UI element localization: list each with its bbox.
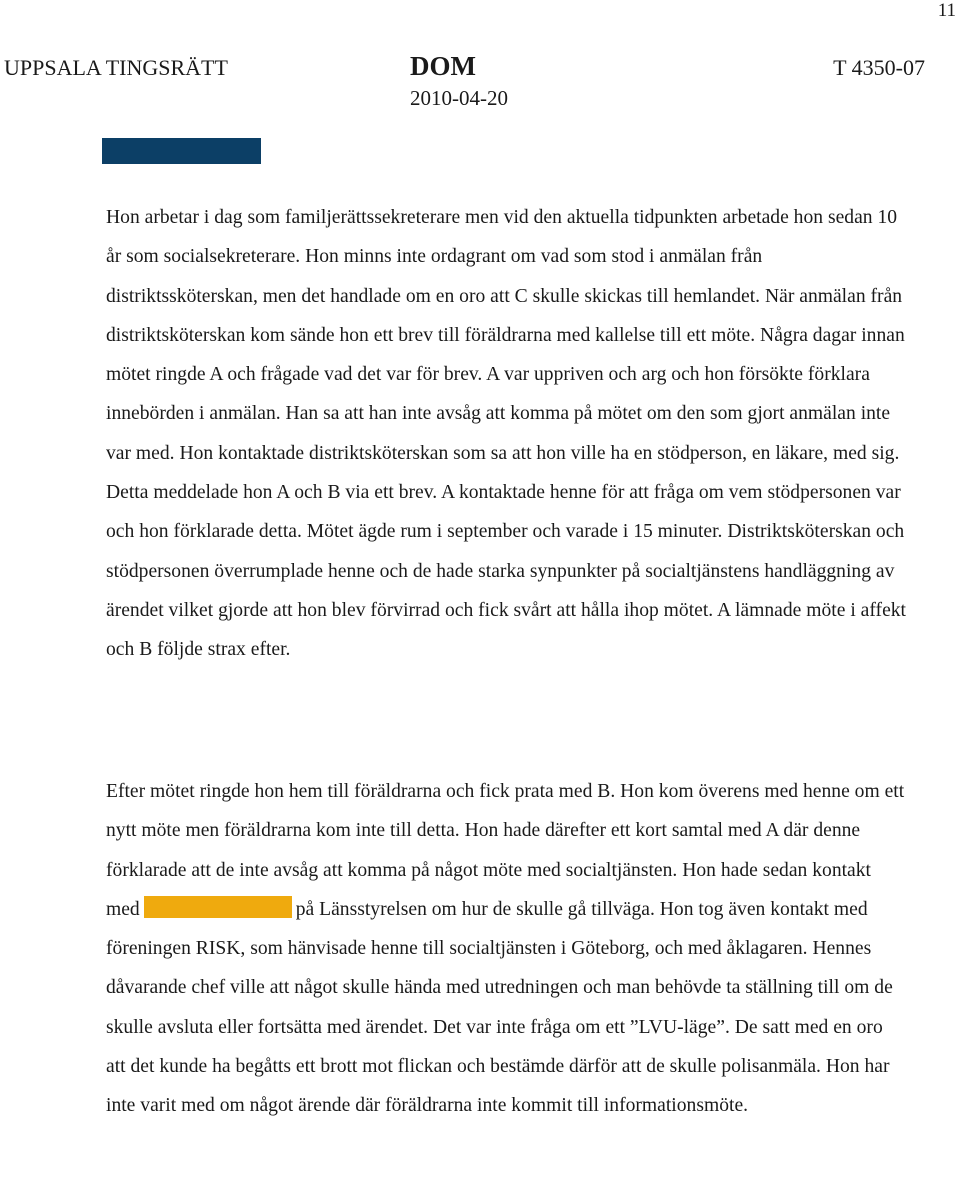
redaction-block xyxy=(102,138,261,164)
redacted-name xyxy=(144,896,292,918)
paragraph-2-text-after: på Länsstyrelsen om hur de skulle gå tillväga. Hon tog även kontakt med föreningen RISK, som hänvisade henne till socialtjänsten i Göteborg, och med åklagaren. Hennes dåvarande chef ville att något skulle hända med utredningen och man behövde ta ställning till om de skulle avsluta eller fortsätta med ärendet. Det var inte fråga om ett ”LVU-läge”. De satt med en oro att det kunde ha begåtts ett brott mot flickan och bestämde därför att de skulle polisanmäla. Hon har inte varit med om något ärende där föräldrarna inte kommit till informationsmöte. xyxy=(106,898,893,1117)
paragraph-1-text: Hon arbetar i dag som familjerättssekreterare men vid den aktuella tidpunkten arbetade hon sedan 10 år som socialsekreterare. Hon minns inte ordagrant om vad som stod i anmälan från distriktssköterskan, men det handlade om en oro att C skulle skickas till hemlandet. När anmälan från distriktsköterskan kom sände hon ett brev till föräldrarna med kallelse till ett möte. Några dagar innan mötet ringde A och frågade vad det var för brev. A var uppriven och arg och hon försökte förklara innebörden i anmälan. Han sa att han inte avsåg att komma på mötet om den som gjort anmälan inte var med. Hon kontaktade distriktsköterskan som sa att hon ville ha en stödperson, en läkare, med sig. Detta meddelade hon A och B via ett brev. A kontaktade henne för att fråga om vem stödpersonen var och hon förklarade detta. Mötet ägde rum i september och varade i 15 minuter. Distriktsköterskan och stödpersonen överrumplade henne och de hade starka synpunkter på socialtjänstens handläggning av ärendet vilket gjorde att hon blev förvirrad och fick svårt att hålla ihop mötet. A lämnade möte i affekt och B följde strax efter. xyxy=(106,207,907,661)
document-type: DOM xyxy=(410,51,476,81)
paragraph-2 xyxy=(106,772,906,1126)
court-name: UPPSALA TINGSRÄTT xyxy=(4,55,228,80)
paragraph-2-text-before: Efter mötet ringde hon hem till föräldrarna och fick prata med B. Hon kom överens med henne om ett nytt möte men föräldrarna kom inte till detta. Hon hade därefter ett kort samtal med A där denne förklarade att de inte avsåg att komma på något möte med socialtjänsten. Hon hade sedan kontakt med xyxy=(106,781,905,920)
document-date: 2010-04-20 xyxy=(410,86,508,110)
paragraph-1 xyxy=(106,198,906,670)
page-number: 11 xyxy=(937,0,956,21)
case-number: T 4350-07 xyxy=(833,55,925,80)
